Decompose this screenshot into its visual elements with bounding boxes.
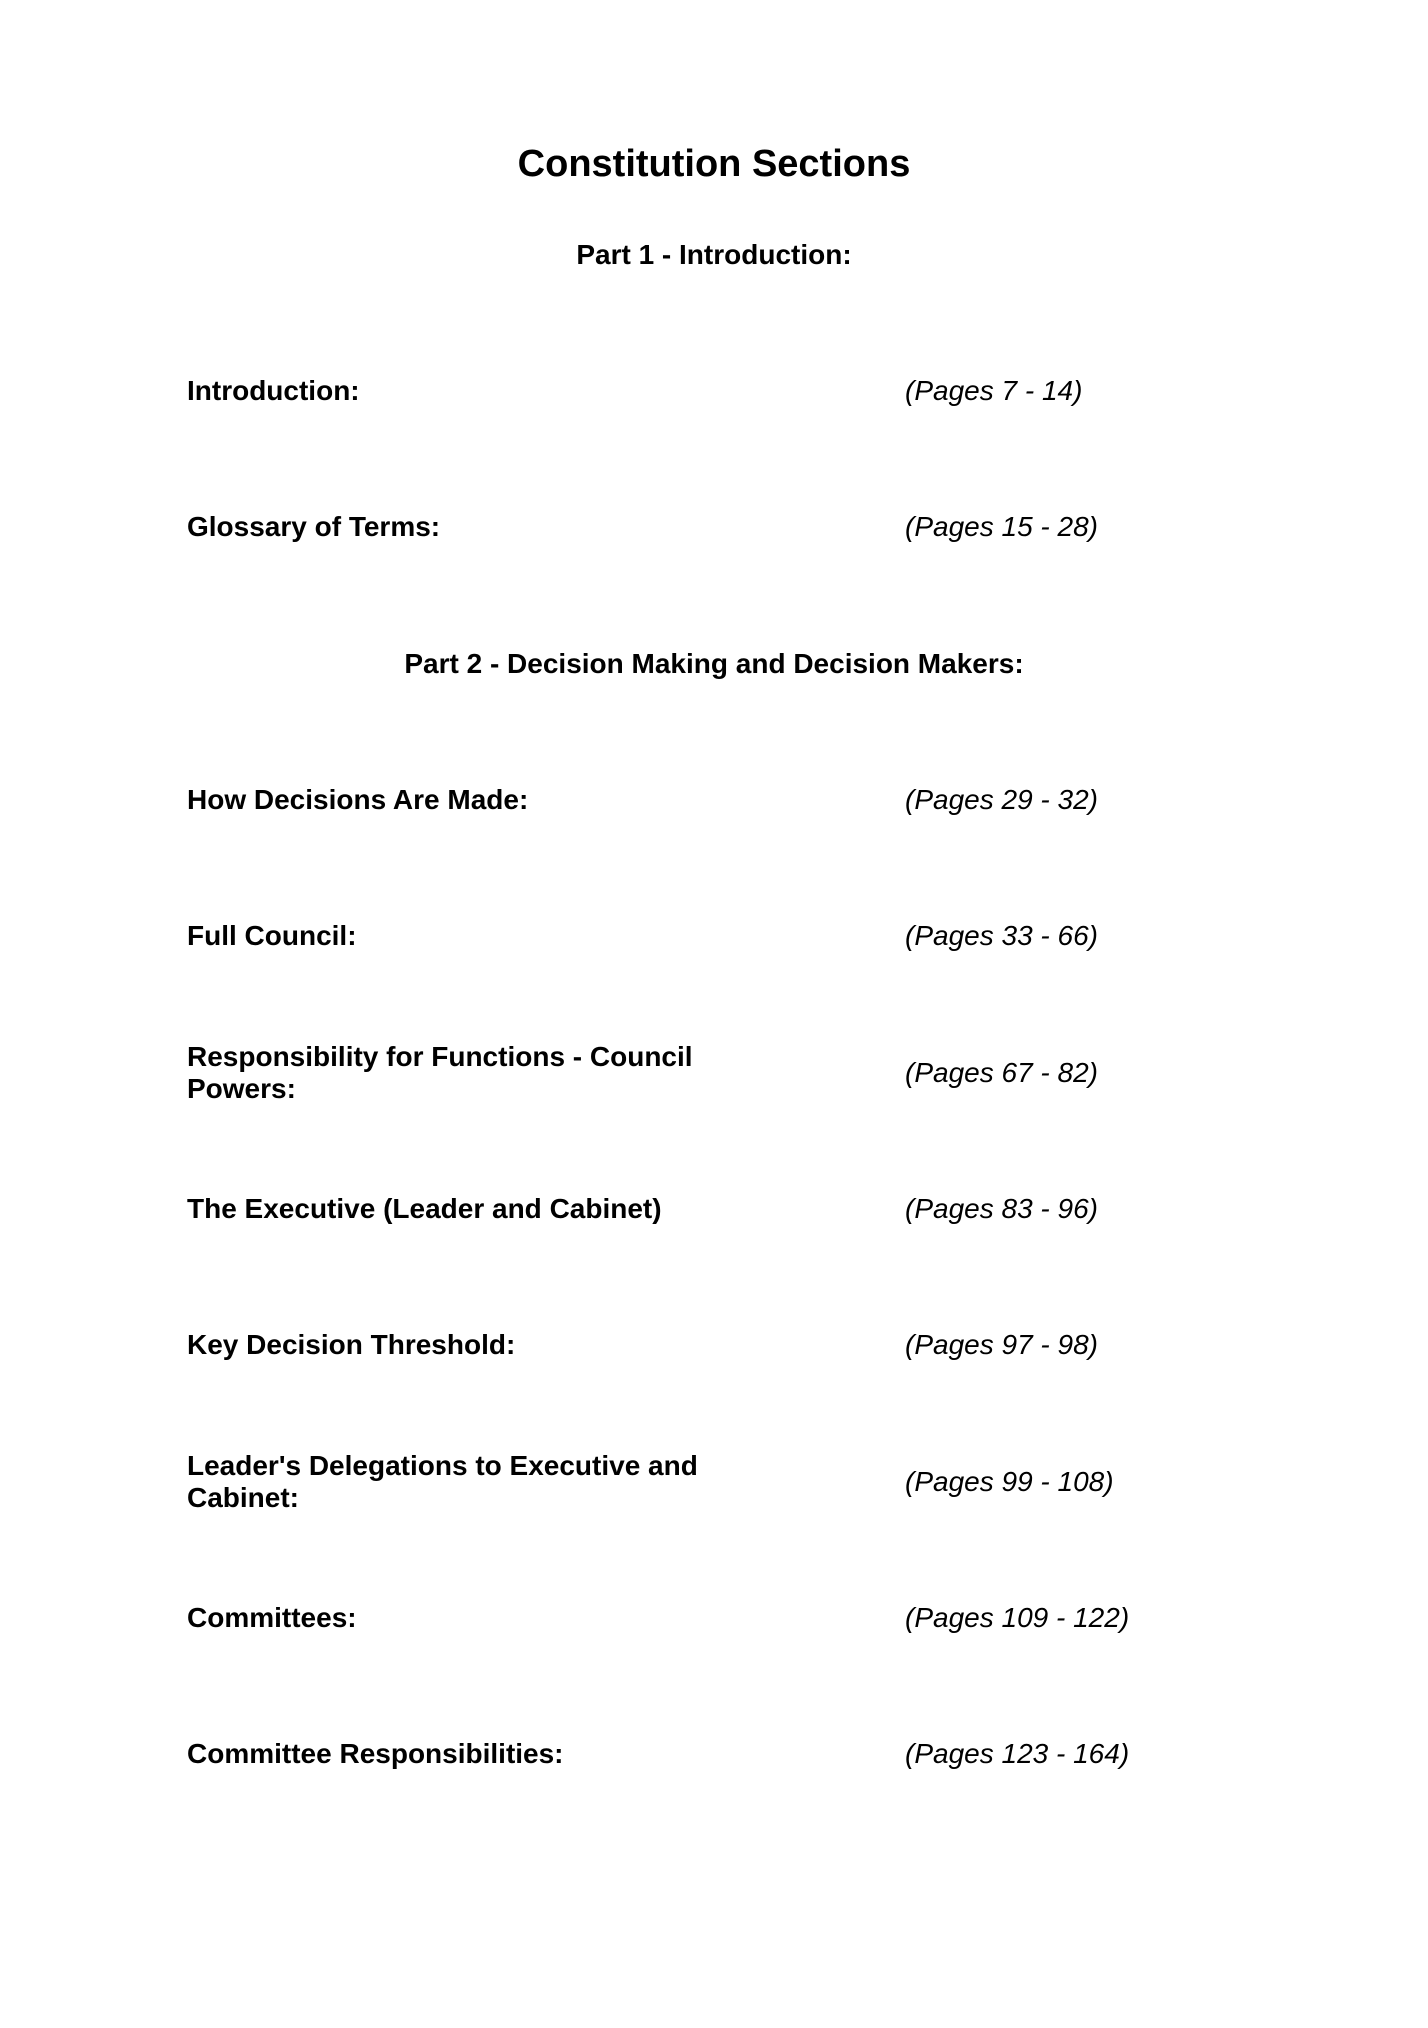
toc-entry-pages: (Pages 67 - 82) <box>905 1057 1098 1088</box>
toc-entry-pages: (Pages 97 - 98) <box>905 1329 1098 1360</box>
toc-entry-label: Key Decision Threshold: <box>187 1329 516 1360</box>
toc-entry-pages: (Pages 123 - 164) <box>905 1738 1130 1769</box>
toc-entry[interactable] <box>187 1311 1287 1379</box>
toc-entry-pages: (Pages 29 - 32) <box>905 784 1098 815</box>
toc-entry-label: Glossary of Terms: <box>187 511 441 542</box>
toc-entry[interactable] <box>187 1175 1287 1243</box>
toc-entry-label: Introduction: <box>187 375 360 406</box>
toc-entry-label: Committee Responsibilities: <box>187 1738 564 1769</box>
page-title: Constitution Sections <box>517 143 911 185</box>
toc-entry-pages: (Pages 33 - 66) <box>905 920 1098 951</box>
part-1-heading: Part 1 - Introduction: <box>576 239 852 270</box>
toc-entry-label: How Decisions Are Made: <box>187 784 529 815</box>
toc-entry-pages: (Pages 109 - 122) <box>905 1602 1130 1633</box>
toc-entry[interactable] <box>187 1448 1287 1516</box>
toc-entry-label: Leader's Delegations to Executive and Cabinet: <box>187 1450 698 1513</box>
toc-entry-pages: (Pages 15 - 28) <box>905 511 1098 542</box>
toc-entry-label: The Executive (Leader and Cabinet) <box>187 1193 662 1224</box>
toc-entry[interactable] <box>187 1584 1287 1652</box>
toc-entry[interactable] <box>187 1039 1287 1107</box>
toc-entry-pages: (Pages 83 - 96) <box>905 1193 1098 1224</box>
toc-entry[interactable] <box>187 357 1287 425</box>
part-2-heading: Part 2 - Decision Making and Decision Makers: <box>404 648 1024 679</box>
toc-entry-label: Full Council: <box>187 920 357 951</box>
toc-entry[interactable] <box>187 1720 1287 1788</box>
toc-entry-label: Committees: <box>187 1602 357 1633</box>
toc-entry-pages: (Pages 99 - 108) <box>905 1466 1114 1497</box>
toc-entry-pages: (Pages 7 - 14) <box>905 375 1083 406</box>
toc-entry[interactable] <box>187 766 1287 834</box>
toc-entry[interactable] <box>187 902 1287 970</box>
toc-entry[interactable] <box>187 493 1287 561</box>
toc-entry-label: Responsibility for Functions - Council Powers: <box>187 1041 693 1104</box>
